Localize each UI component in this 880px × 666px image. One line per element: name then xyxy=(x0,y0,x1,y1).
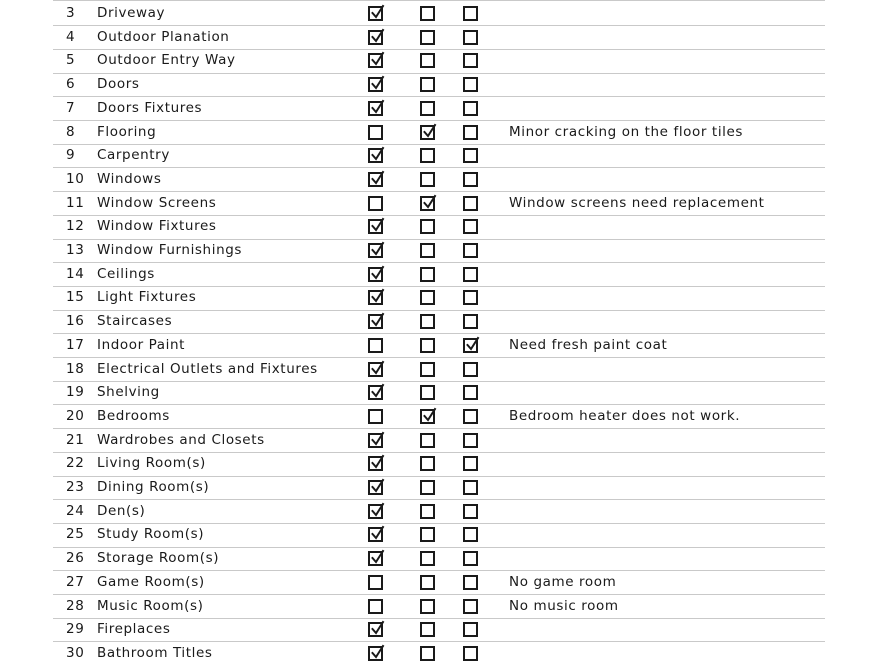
checkbox-fair[interactable] xyxy=(420,267,435,282)
item-number: 21 xyxy=(66,431,85,448)
item-label: Dining Room(s) xyxy=(97,479,210,495)
item-number: 25 xyxy=(66,526,85,543)
item-number: 3 xyxy=(66,5,76,21)
item-label: Electrical Outlets and Fixtures xyxy=(97,360,318,377)
item-label: Driveway xyxy=(97,5,166,21)
checkbox-fair[interactable] xyxy=(420,646,435,661)
checkbox-poor[interactable] xyxy=(463,362,478,377)
checkmark-icon xyxy=(370,549,386,565)
checkbox-fair[interactable] xyxy=(420,6,435,21)
item-label: Window Screens xyxy=(97,194,217,211)
item-label: Window Fixtures xyxy=(97,218,217,235)
checkmark-icon xyxy=(370,99,386,115)
item-label: Fireplaces xyxy=(97,621,171,638)
checkbox-fair[interactable] xyxy=(420,314,435,329)
checkbox-poor[interactable] xyxy=(463,433,478,448)
item-number: 29 xyxy=(66,621,85,638)
table-row xyxy=(0,618,880,642)
checkmark-icon xyxy=(422,194,438,210)
checkbox-poor[interactable] xyxy=(463,290,478,305)
checkbox-good[interactable] xyxy=(368,646,383,661)
item-label: Study Room(s) xyxy=(97,526,205,543)
item-note: Bedroom heater does not work. xyxy=(509,407,741,424)
checkmark-icon xyxy=(370,383,386,399)
checkbox-good[interactable] xyxy=(368,172,383,187)
item-label: Ceilings xyxy=(97,265,155,282)
checkmark-icon xyxy=(370,217,386,233)
checkbox-fair[interactable] xyxy=(420,125,435,140)
checkbox-good[interactable] xyxy=(368,125,383,140)
checkbox-good[interactable] xyxy=(368,504,383,519)
checkbox-fair[interactable] xyxy=(420,575,435,590)
item-number: 12 xyxy=(66,218,85,235)
checkbox-poor[interactable] xyxy=(463,219,478,234)
item-number: 14 xyxy=(66,265,85,282)
checkbox-fair[interactable] xyxy=(420,30,435,45)
table-row xyxy=(0,310,880,334)
checkbox-good[interactable] xyxy=(368,480,383,495)
checkbox-poor[interactable] xyxy=(463,504,478,519)
item-number: 4 xyxy=(66,28,76,45)
checkbox-good[interactable] xyxy=(368,101,383,116)
checkmark-icon xyxy=(370,360,386,376)
table-row xyxy=(0,334,880,358)
checkbox-fair[interactable] xyxy=(420,622,435,637)
checkmark-icon xyxy=(370,4,386,20)
item-note: No game room xyxy=(509,573,617,590)
checkbox-good[interactable] xyxy=(368,267,383,282)
table-row xyxy=(0,192,880,216)
checkbox-good[interactable] xyxy=(368,433,383,448)
checkbox-poor[interactable] xyxy=(463,267,478,282)
checkmark-icon xyxy=(422,407,438,423)
item-number: 10 xyxy=(66,170,85,187)
table-row xyxy=(0,523,880,547)
checkbox-good[interactable] xyxy=(368,53,383,68)
checkbox-good[interactable] xyxy=(368,290,383,305)
table-row xyxy=(0,239,880,263)
checkbox-good[interactable] xyxy=(368,30,383,45)
checkbox-good[interactable] xyxy=(368,551,383,566)
item-number: 6 xyxy=(66,76,76,93)
table-row xyxy=(0,358,880,382)
checkbox-poor[interactable] xyxy=(463,243,478,258)
item-label: Staircases xyxy=(97,313,173,330)
table-row xyxy=(0,286,880,310)
table-row xyxy=(0,547,880,571)
checkmark-icon xyxy=(370,644,386,660)
checkbox-fair[interactable] xyxy=(420,219,435,234)
checkbox-fair[interactable] xyxy=(420,362,435,377)
item-label: Music Room(s) xyxy=(97,597,204,614)
checkbox-poor[interactable] xyxy=(463,6,478,21)
item-number: 8 xyxy=(66,123,76,140)
checkbox-poor[interactable] xyxy=(463,527,478,542)
checkbox-fair[interactable] xyxy=(420,551,435,566)
checkmark-icon xyxy=(370,170,386,186)
checkmark-icon xyxy=(370,525,386,541)
table-row xyxy=(0,429,880,453)
checkbox-good[interactable] xyxy=(368,196,383,211)
item-label: Outdoor Entry Way xyxy=(97,52,236,69)
item-label: Storage Room(s) xyxy=(97,550,220,567)
item-label: Game Room(s) xyxy=(97,573,205,590)
table-row xyxy=(0,73,880,97)
checkbox-good[interactable] xyxy=(368,385,383,400)
item-label: Outdoor Planation xyxy=(97,28,230,45)
item-number: 5 xyxy=(66,52,76,69)
checkmark-icon xyxy=(370,478,386,494)
item-label: Shelving xyxy=(97,384,160,401)
checkbox-poor[interactable] xyxy=(463,314,478,329)
checkbox-poor[interactable] xyxy=(463,409,478,424)
checkbox-fair[interactable] xyxy=(420,480,435,495)
item-label: Wardrobes and Closets xyxy=(97,431,265,448)
item-note: No music room xyxy=(509,597,619,614)
table-row xyxy=(0,642,880,666)
checkmark-icon xyxy=(422,123,438,139)
item-label: Bathroom Titles xyxy=(97,644,213,661)
checkbox-poor[interactable] xyxy=(463,101,478,116)
item-label: Window Furnishings xyxy=(97,242,243,258)
checkbox-poor[interactable] xyxy=(463,125,478,140)
checkmark-icon xyxy=(370,454,386,470)
item-number: 11 xyxy=(66,194,85,211)
checkbox-poor[interactable] xyxy=(463,338,478,353)
item-number: 30 xyxy=(66,644,85,661)
table-row xyxy=(0,595,880,619)
item-label: Living Room(s) xyxy=(97,455,206,472)
checkbox-poor[interactable] xyxy=(463,456,478,471)
item-number: 28 xyxy=(66,597,85,614)
item-number: 27 xyxy=(66,573,85,590)
item-label: Light Fixtures xyxy=(97,289,197,306)
checkmark-icon xyxy=(370,75,386,91)
table-row xyxy=(0,2,880,26)
checkbox-good[interactable] xyxy=(368,622,383,637)
checkbox-fair[interactable] xyxy=(420,433,435,448)
item-number: 18 xyxy=(66,360,85,377)
item-number: 9 xyxy=(66,147,76,164)
checkbox-poor[interactable] xyxy=(463,172,478,187)
checkbox-fair[interactable] xyxy=(420,456,435,471)
checkmark-icon xyxy=(370,431,386,447)
checkbox-fair[interactable] xyxy=(420,290,435,305)
checkbox-poor[interactable] xyxy=(463,30,478,45)
checkbox-good[interactable] xyxy=(368,338,383,353)
item-note: Minor cracking on the floor tiles xyxy=(509,123,744,140)
item-label: Indoor Paint xyxy=(97,336,186,353)
item-number: 7 xyxy=(66,99,76,116)
table-row xyxy=(0,263,880,287)
checkmark-icon xyxy=(370,265,386,281)
item-number: 26 xyxy=(66,550,85,567)
item-label: Windows xyxy=(97,170,162,187)
checkbox-fair[interactable] xyxy=(420,338,435,353)
checkbox-poor[interactable] xyxy=(463,551,478,566)
checkbox-good[interactable] xyxy=(368,409,383,424)
checkbox-fair[interactable] xyxy=(420,599,435,614)
item-number: 16 xyxy=(66,313,85,330)
table-row xyxy=(0,571,880,595)
item-label: Flooring xyxy=(97,123,157,140)
table-row xyxy=(0,144,880,168)
checkbox-good[interactable] xyxy=(368,527,383,542)
checkmark-icon xyxy=(370,288,386,304)
checkmark-icon xyxy=(370,241,386,257)
item-number: 15 xyxy=(66,289,85,306)
item-label: Den(s) xyxy=(97,502,146,519)
item-label: Doors Fixtures xyxy=(97,99,203,116)
checkbox-good[interactable] xyxy=(368,314,383,329)
checkbox-poor[interactable] xyxy=(463,196,478,211)
checkbox-fair[interactable] xyxy=(420,504,435,519)
item-number: 23 xyxy=(66,479,85,495)
checkbox-good[interactable] xyxy=(368,575,383,590)
checkbox-poor[interactable] xyxy=(463,599,478,614)
checkbox-fair[interactable] xyxy=(420,148,435,163)
item-number: 20 xyxy=(66,407,85,424)
item-label: Carpentry xyxy=(97,147,170,164)
table-row xyxy=(0,215,880,239)
checkbox-poor[interactable] xyxy=(463,148,478,163)
table-row xyxy=(0,168,880,192)
table-row xyxy=(0,26,880,50)
checkbox-fair[interactable] xyxy=(420,409,435,424)
checkbox-poor[interactable] xyxy=(463,77,478,92)
item-number: 13 xyxy=(66,242,85,258)
checkbox-good[interactable] xyxy=(368,456,383,471)
item-number: 24 xyxy=(66,502,85,519)
checkbox-fair[interactable] xyxy=(420,196,435,211)
checkbox-fair[interactable] xyxy=(420,385,435,400)
checkbox-fair[interactable] xyxy=(420,172,435,187)
checkbox-fair[interactable] xyxy=(420,101,435,116)
item-label: Bedrooms xyxy=(97,407,170,424)
checkmark-icon xyxy=(370,312,386,328)
table-row xyxy=(0,405,880,429)
item-number: 22 xyxy=(66,455,85,472)
checkbox-good[interactable] xyxy=(368,219,383,234)
checkbox-poor[interactable] xyxy=(463,53,478,68)
checkbox-good[interactable] xyxy=(368,77,383,92)
item-note: Window screens need replacement xyxy=(509,194,765,211)
checkmark-icon xyxy=(370,502,386,518)
checkbox-fair[interactable] xyxy=(420,53,435,68)
checkbox-good[interactable] xyxy=(368,148,383,163)
checkbox-good[interactable] xyxy=(368,243,383,258)
item-number: 17 xyxy=(66,336,85,353)
checkmark-icon xyxy=(465,336,481,352)
checkbox-fair[interactable] xyxy=(420,527,435,542)
table-row xyxy=(0,97,880,121)
checkmark-icon xyxy=(370,51,386,67)
checkbox-good[interactable] xyxy=(368,599,383,614)
item-label: Doors xyxy=(97,76,140,93)
checkmark-icon xyxy=(370,28,386,44)
checkmark-icon xyxy=(370,620,386,636)
item-number: 19 xyxy=(66,384,85,401)
checkbox-good[interactable] xyxy=(368,6,383,21)
checkbox-fair[interactable] xyxy=(420,243,435,258)
checkbox-poor[interactable] xyxy=(463,385,478,400)
checkbox-poor[interactable] xyxy=(463,622,478,637)
table-row xyxy=(0,121,880,145)
table-row xyxy=(0,476,880,500)
checkbox-poor[interactable] xyxy=(463,575,478,590)
table-row xyxy=(0,381,880,405)
checkbox-poor[interactable] xyxy=(463,646,478,661)
checkmark-icon xyxy=(370,146,386,162)
checkbox-poor[interactable] xyxy=(463,480,478,495)
item-note: Need fresh paint coat xyxy=(509,336,668,353)
table-row xyxy=(0,452,880,476)
table-row xyxy=(0,500,880,524)
table-row xyxy=(0,49,880,73)
checkbox-fair[interactable] xyxy=(420,77,435,92)
row-divider xyxy=(53,0,825,1)
checkbox-good[interactable] xyxy=(368,362,383,377)
